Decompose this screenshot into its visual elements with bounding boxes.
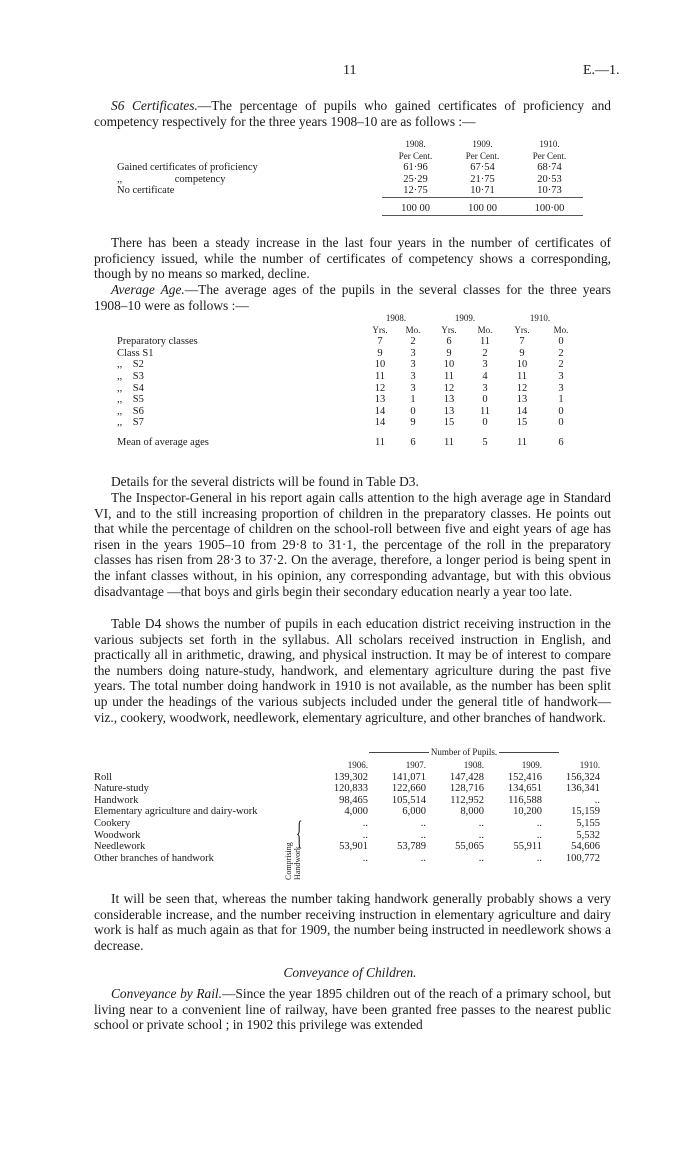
age-yrs-cell: 14: [374, 417, 386, 429]
increase-paragraph: There has been a steady increase in the last four years in the number of certificates of proficiency issued, while the number of certificates of competency shows a corresponding, though by no means so marked, decline.: [94, 235, 611, 282]
pupils-cell: 136,341: [565, 783, 600, 795]
age-row: [117, 371, 579, 383]
age-mo-cell: 3: [558, 370, 564, 382]
age-mo-cell: 3: [410, 347, 416, 359]
pupils-year: 1908.: [463, 760, 484, 770]
pupils-cell: 53,901: [339, 841, 368, 853]
pupils-cell: 8,000: [460, 806, 484, 818]
pupils-row: [94, 841, 600, 853]
s6-row: [117, 162, 583, 174]
pupils-cell: 15,159: [571, 806, 600, 818]
pupils-cell: 100,772: [565, 852, 600, 864]
pupils-cell: ..: [420, 852, 426, 864]
pupils-row-label: Needlework: [94, 841, 146, 853]
age-row: [117, 348, 579, 360]
comprising-handwork-label: Comprising Handwork.: [284, 842, 302, 880]
age-yrs-cell: 13: [443, 394, 455, 406]
s6-row: [117, 185, 583, 197]
mo-header: Mo.: [553, 324, 569, 335]
age-yrs-cell: 6: [446, 336, 452, 348]
age-yrs-cell: 11: [374, 370, 386, 382]
pupils-cell: ..: [478, 829, 484, 841]
age-yrs-cell: 12: [516, 382, 528, 394]
s6-cell: 10·73: [516, 185, 583, 197]
s6-intro-paragraph: [94, 98, 611, 129]
comprising-brace-icon: {: [296, 815, 303, 852]
age-row-label: ,, S3: [117, 370, 144, 382]
age-row-label: ,, S2: [117, 359, 144, 371]
pupils-cell: 141,071: [391, 771, 426, 783]
pupils-row-label: Nature-study: [94, 783, 149, 795]
pupils-row: [94, 806, 600, 818]
age-row: [117, 417, 579, 429]
pupils-cell: 147,428: [449, 771, 484, 783]
age-yrs-cell: 9: [377, 347, 383, 359]
age-mo-cell: 2: [482, 347, 488, 359]
s6-row: [117, 174, 583, 186]
age-yrs-cell: 15: [443, 417, 455, 429]
age-mo-cell: 4: [482, 370, 488, 382]
pupils-cell: ..: [362, 852, 368, 864]
s6-cell: 25·29: [403, 173, 428, 185]
s6-cell: 21·75: [470, 173, 495, 185]
age-yrs-cell: 10: [516, 359, 528, 371]
s6-total: 100 00: [382, 203, 449, 215]
pupils-cell: 152,416: [507, 771, 542, 783]
pupils-table: [94, 760, 600, 864]
pupils-cell: 55,911: [513, 841, 542, 853]
pupils-cell: 6,000: [402, 806, 426, 818]
age-yrs-cell: 9: [519, 347, 525, 359]
yrs-header: Yrs.: [514, 324, 530, 335]
age-row-label: ,, S6: [117, 405, 144, 417]
s6-cell: 10·71: [449, 185, 516, 197]
conveyance-text: —Since the year 1895 children out of the reach of a primary school, but living near to a convenient line of railway, have been granted free passes to the nearest public school or private school ; in 1902 this privilege was extended: [94, 986, 611, 1033]
pupils-caption-text: Number of Pupils.: [430, 747, 498, 757]
pupils-cell: 5,155: [576, 817, 600, 829]
pupils-year: 1906.: [347, 760, 368, 770]
pupils-cell: 134,651: [507, 783, 542, 795]
pupils-cell: ..: [362, 817, 368, 829]
average-age-table: [117, 313, 579, 449]
pupils-cell: 116,588: [508, 794, 542, 806]
pupils-cell: ..: [478, 817, 484, 829]
pupils-cell: 4,000: [344, 806, 368, 818]
average-age-paragraph: [94, 282, 611, 313]
inspector-paragraph: The Inspector-General in his report again calls attention to the high average age in Standard VI, and to the still increasing proportion of children in the preparatory classes. He points out that while the percentage of children on the school-roll between five and eight years of age has risen in the years 1905–10 from 29·8 to 31·1, the percentage of the roll in the preparatory classes has risen from 28·3 to 37·2. On the average, therefore, a longer period is being spent in the infant classes without, in his opinion, any corresponding advantage, but with this obvious disadvantage —that boys and girls begin their secondary education nearly a year too late.: [94, 490, 611, 599]
mean-mo: 6: [558, 436, 564, 448]
age-mo-cell: 0: [410, 405, 416, 417]
pupils-year: 1910.: [579, 760, 600, 770]
age-mo-cell: 0: [482, 394, 488, 406]
pupils-cell: ..: [362, 829, 368, 841]
age-mo-cell: 1: [410, 394, 416, 406]
age-row: [117, 383, 579, 395]
age-yrs-cell: 13: [516, 394, 528, 406]
age-yrs-cell: 12: [443, 382, 455, 394]
pupils-row: [94, 818, 600, 830]
age-yrs-cell: 13: [443, 405, 455, 417]
age-yrs-cell: 13: [374, 394, 386, 406]
age-mo-cell: 3: [410, 382, 416, 394]
s6-total: 100 00: [449, 203, 516, 215]
age-yrs-cell: 15: [516, 417, 528, 429]
pupils-cell: 5,532: [576, 829, 600, 841]
age-year-1910: 1910.: [529, 313, 551, 323]
table-d4-paragraph: Table D4 shows the number of pupils in each education district receiving instruction in the various subjects set forth in the syllabus. All scholars received instruction in English, and practically all in arithmetic, drawing, and physical instruction. It may be of interest to compare the numbers doing nature-study, handwork, and elementary agriculture during the past five years. The total number doing handwork in 1910 is not available, as the number has been split up under the headings of the various subjects included under the general title of handwork—viz., cookery, woodwork, needlework, elementary agriculture, and other branches of handwork.: [94, 616, 611, 725]
pupils-cell: 53,789: [397, 841, 426, 853]
document-code: E.—1.: [583, 63, 620, 78]
age-mo-cell: 11: [479, 336, 491, 348]
mean-yrs: 11: [516, 436, 528, 448]
mo-header: Mo.: [477, 324, 493, 335]
conveyance-title: Conveyance by Rail.: [111, 986, 223, 1001]
yrs-header: Yrs.: [441, 324, 457, 335]
pupils-cell: 98,465: [339, 794, 368, 806]
s6-cell: 67·54: [470, 162, 495, 174]
age-row-label: Preparatory classes: [117, 336, 198, 348]
age-yrs-cell: 11: [516, 370, 528, 382]
age-mo-cell: 0: [558, 405, 564, 417]
age-yrs-cell: 9: [446, 347, 452, 359]
pupils-row: [94, 772, 600, 784]
age-mo-cell: 0: [558, 336, 564, 348]
pupils-row-label: Roll: [94, 771, 113, 783]
pupils-caption: [328, 747, 600, 757]
pupils-cell: ..: [594, 794, 600, 806]
pupils-row-label: Handwork: [94, 794, 139, 806]
age-mo-cell: 2: [558, 359, 564, 371]
mean-age-row: [117, 437, 579, 449]
pupils-cell: 156,324: [565, 771, 600, 783]
mean-mo: 5: [482, 436, 488, 448]
pupils-row: [94, 783, 600, 795]
age-year-1909: 1909.: [454, 313, 476, 323]
age-mo-cell: 9: [410, 417, 416, 429]
age-yrs-cell: 10: [374, 359, 386, 371]
age-mo-cell: 3: [482, 359, 488, 371]
s6-row-label: Gained certificates of proficiency: [117, 162, 258, 174]
age-yrs-cell: 10: [443, 359, 455, 371]
pupils-row-label: Woodwork: [94, 829, 141, 841]
s6-intro-text: —The percentage of pupils who gained certificates of proficiency and competency respectively for the three years 1908–10 are as follows :—: [94, 98, 611, 129]
pupils-cell: 128,716: [449, 783, 484, 795]
age-yrs-cell: 7: [377, 336, 383, 348]
age-mo-cell: 3: [410, 359, 416, 371]
age-row: [117, 394, 579, 406]
mean-mo: 6: [410, 436, 416, 448]
pupils-row: [94, 795, 600, 807]
s6-unit-1909: Per Cent.: [465, 150, 500, 161]
age-mo-cell: 2: [558, 347, 564, 359]
age-mo-cell: 3: [482, 382, 488, 394]
age-mo-cell: 3: [410, 370, 416, 382]
s6-row-label: ,, competency: [117, 173, 226, 185]
s6-unit-1910: Per Cent.: [532, 150, 567, 161]
pupils-cell: ..: [536, 852, 542, 864]
age-mo-cell: 11: [479, 405, 491, 417]
pupils-cell: 122,660: [391, 783, 426, 795]
pupils-row-label: Elementary agriculture and dairy-work: [94, 806, 258, 818]
age-row-label: ,, S7: [117, 417, 144, 429]
age-row: [117, 336, 579, 348]
pupils-cell: ..: [420, 817, 426, 829]
age-yrs-cell: 12: [374, 382, 386, 394]
pupils-cell: ..: [536, 829, 542, 841]
s6-cell: 61·96: [403, 162, 428, 174]
age-yrs-cell: 14: [374, 405, 386, 417]
s6-cell: 20·53: [537, 173, 562, 185]
pupils-cell: 54,606: [571, 841, 600, 853]
conveyance-paragraph: [94, 986, 611, 1033]
age-year-1908: 1908.: [385, 313, 407, 323]
age-yrs-cell: 11: [443, 370, 455, 382]
s6-row-label: No certificate: [117, 185, 175, 197]
age-mo-cell: 0: [558, 417, 564, 429]
pupils-cell: 105,514: [391, 794, 426, 806]
pupils-row-label: Other branches of handwork: [94, 852, 214, 864]
pupils-year: 1909.: [521, 760, 542, 770]
conveyance-heading: Conveyance of Children.: [283, 965, 417, 980]
s6-title: S6 Certificates.: [111, 98, 198, 113]
average-age-intro: —The average ages of the pupils in the several classes for the three years 1908–10 were as follows :—: [94, 282, 611, 313]
age-row: [117, 359, 579, 371]
age-row-label: ,, S4: [117, 382, 144, 394]
s6-total: 100·00: [516, 203, 583, 215]
s6-year-1908: 1908.: [405, 139, 426, 149]
s6-certificates-table: [117, 139, 583, 216]
s6-cell: 68·74: [537, 162, 562, 174]
yrs-header: Yrs.: [372, 324, 388, 335]
pupils-row: [94, 830, 600, 842]
pupils-cell: ..: [478, 852, 484, 864]
age-yrs-cell: 7: [519, 336, 525, 348]
pupils-row-label: Cookery: [94, 817, 131, 829]
age-mo-cell: 1: [558, 394, 564, 406]
pupils-cell: 112,952: [450, 794, 484, 806]
s6-year-1910: 1910.: [539, 139, 560, 149]
pupils-cell: ..: [536, 817, 542, 829]
seen-paragraph: It will be seen that, whereas the number taking handwork generally probably shows a very considerable increase, and the number receiving instruction in elementary agriculture and dairy work is half as much again as that for 1909, the number being instructed in needlework shows a decrease.: [94, 891, 611, 953]
s6-totals-row: [117, 203, 583, 215]
pupils-cell: 10,200: [513, 806, 542, 818]
details-paragraph: Details for the several districts will be found in Table D3.: [111, 474, 419, 489]
pupils-cell: 120,833: [333, 783, 368, 795]
age-mo-cell: 0: [482, 417, 488, 429]
age-mo-cell: 3: [558, 382, 564, 394]
pupils-cell: 55,065: [455, 841, 484, 853]
page-number: 11: [343, 63, 357, 78]
age-row-label: Class S1: [117, 347, 154, 359]
pupils-row: [94, 853, 600, 865]
mean-yrs: 11: [374, 436, 386, 448]
s6-year-1909: 1909.: [472, 139, 493, 149]
pupils-cell: ..: [420, 829, 426, 841]
age-yrs-cell: 14: [516, 405, 528, 417]
pupils-cell: 139,302: [333, 771, 368, 783]
mean-yrs: 11: [443, 436, 455, 448]
average-age-title: Average Age.: [111, 282, 185, 297]
age-row-label: ,, S5: [117, 394, 144, 406]
age-mo-cell: 2: [410, 336, 416, 348]
s6-cell: 12·75: [382, 185, 449, 197]
s6-unit-1908: Per Cent.: [398, 150, 433, 161]
pupils-year: 1907.: [405, 760, 426, 770]
mo-header: Mo.: [405, 324, 421, 335]
age-row: [117, 406, 579, 418]
mean-age-label: Mean of average ages: [117, 436, 209, 448]
